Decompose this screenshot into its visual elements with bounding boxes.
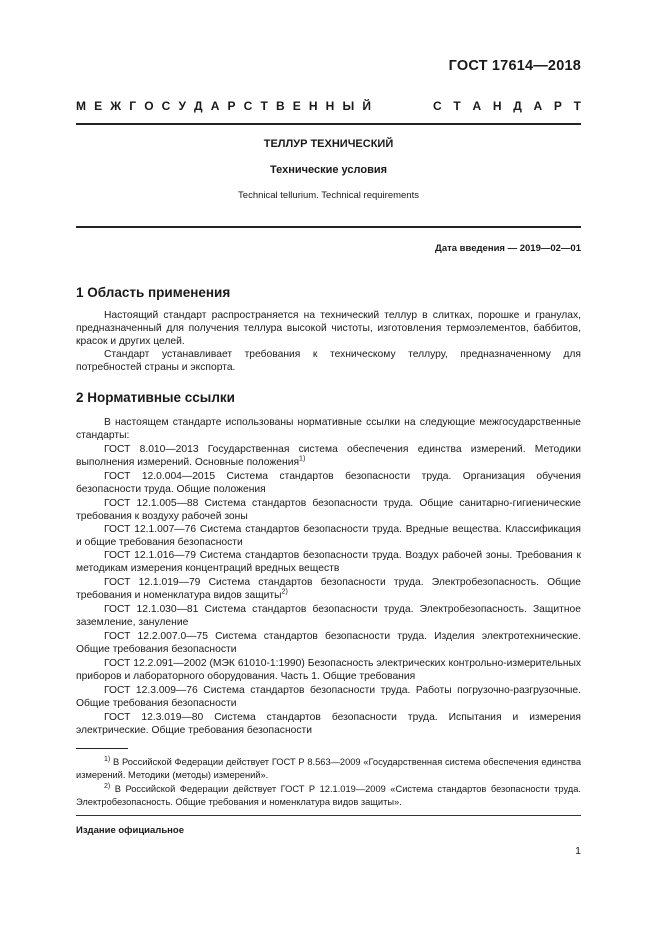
banner-letter: В xyxy=(275,99,285,113)
gost-code: ГОСТ 17614—2018 xyxy=(448,58,581,74)
reference-text: ГОСТ 12.1.016—79 Система стандартов безопасности труда. Воздух рабочей зоны. Требования к методикам измерения концентраций вредных веществ xyxy=(76,550,581,574)
reference-item xyxy=(76,443,581,469)
footnote-marker: 2) xyxy=(281,588,288,596)
reference-text: ГОСТ 12.3.019—80 Система стандартов безопасности труда. Испытания и измерения электрические. Общие требования безопасности xyxy=(76,712,581,736)
banner-letter: У xyxy=(178,99,186,113)
paragraph-text: Настоящий стандарт распространяется на технический теллур в слитках, порошке и гранулах, предназначенный для получения теллура высокой чистоты, изготовления термоэлементов, баббитов, красок и других целей. xyxy=(76,310,581,347)
section-1-heading: 1 Область применения xyxy=(76,285,231,300)
banner-letter: Н xyxy=(325,99,335,113)
reference-text: ГОСТ 12.1.007—76 Система стандартов безопасности труда. Вредные вещества. Классификация и общие требования безопасности xyxy=(76,524,581,548)
reference-item xyxy=(76,657,581,683)
section-2-heading: 2 Нормативные ссылки xyxy=(76,390,235,405)
banner-letter: Т xyxy=(453,99,461,113)
banner-letter: Д xyxy=(194,99,203,113)
banner-letter: С xyxy=(433,99,442,113)
reference-text: ГОСТ 12.1.005—88 Система стандартов безопасности труда. Общие санитарно-гигиенические требования к воздуху рабочей зоны xyxy=(76,498,581,522)
banner-letter: Т xyxy=(260,99,268,113)
banner-letter: С xyxy=(161,99,171,113)
banner-letter: С xyxy=(243,99,253,113)
reference-text: ГОСТ 12.2.007.0—75 Система стандартов безопасности труда. Изделия электротехнические. Общие требования безопасности xyxy=(76,631,581,655)
reference-text: ГОСТ 12.0.004—2015 Система стандартов безопасности труда. Организация обучения безопасности труда. Общие положения xyxy=(76,471,581,495)
reference-text: ГОСТ 12.1.030—81 Система стандартов безопасности труда. Электробезопасность. Защитное заземление, зануление xyxy=(76,604,581,628)
reference-item xyxy=(76,711,581,737)
footer-divider xyxy=(76,815,581,816)
banner-letter: А xyxy=(533,99,543,113)
section-2-intro xyxy=(76,416,581,442)
reference-text: ГОСТ 12.1.019—79 Система стандартов безопасности труда. Электробезопасность. Общие требования и номенклатура видов защиты xyxy=(76,577,581,601)
banner-letter: Н xyxy=(308,99,318,113)
footnote-item xyxy=(76,756,581,781)
document-title: ТЕЛЛУР ТЕХНИЧЕСКИЙ xyxy=(263,138,394,150)
reference-item xyxy=(76,630,581,656)
interstate-standard-banner xyxy=(76,99,581,113)
banner-letter: Д xyxy=(513,99,522,113)
section-1-paragraph xyxy=(76,348,581,374)
reference-item xyxy=(76,497,581,523)
reference-item xyxy=(76,603,581,629)
footnote-mark: 2) xyxy=(104,782,111,790)
footnote-mark: 1) xyxy=(104,755,111,763)
section-1-paragraph xyxy=(76,309,581,348)
footnote-text: В Российской Федерации действует ГОСТ Р 8.563—2009 «Государственная система обеспечения единства измерений. Методики (методы) измерений». xyxy=(76,757,581,780)
title-divider xyxy=(76,226,581,228)
reference-text: ГОСТ 12.2.091—2002 (МЭК 61010-1:1990) Безопасность электрических контрольно-измерительных приборов и лабораторного оборудования. Часть 1. Общие требования xyxy=(76,658,581,682)
reference-item xyxy=(76,549,581,575)
banner-letter: Т xyxy=(573,99,581,113)
banner-letter: А xyxy=(472,99,482,113)
official-edition-label: Издание официальное xyxy=(76,825,184,836)
banner-letter: О xyxy=(144,99,154,113)
banner-letter: М xyxy=(76,99,86,113)
banner-letter: Е xyxy=(292,99,301,113)
banner-letter: Р xyxy=(227,99,236,113)
banner-word-2 xyxy=(433,99,581,113)
reference-item xyxy=(76,523,581,549)
banner-letter: Ы xyxy=(342,99,355,113)
reference-item xyxy=(76,576,581,602)
footnote-divider xyxy=(76,748,128,749)
reference-item xyxy=(76,470,581,496)
footnote-marker: 1) xyxy=(299,455,306,463)
banner-letter: Н xyxy=(492,99,502,113)
reference-text: ГОСТ 8.010—2013 Государственная система обеспечения единства измерений. Методики выполнения измерений. Основные положения xyxy=(76,444,581,468)
paragraph-text: В настоящем стандарте использованы нормативные ссылки на следующие межгосударственные стандарты: xyxy=(76,417,581,441)
footnote-item xyxy=(76,783,581,808)
banner-letter: А xyxy=(210,99,220,113)
reference-item xyxy=(76,684,581,710)
banner-letter: Ж xyxy=(110,99,122,113)
banner-word-1 xyxy=(76,99,371,113)
page-number: 1 xyxy=(575,845,581,857)
banner-letter: Е xyxy=(94,99,103,113)
introduction-date: Дата введения — 2019—02—01 xyxy=(435,243,581,254)
paragraph-text: Стандарт устанавливает требования к техническому теллуру, предназначенному для потребностей страны и экспорта. xyxy=(76,349,581,373)
header-divider xyxy=(76,123,581,125)
document-title-english: Technical tellurium. Technical requirements xyxy=(238,190,419,201)
footnote-text: В Российской Федерации действует ГОСТ Р 12.1.019—2009 «Система стандартов безопасности труда. Электробезопасность. Общие требования и номенклатура видов защиты». xyxy=(76,784,581,807)
reference-text: ГОСТ 12.3.009—76 Система стандартов безопасности труда. Работы погрузочно-разгрузочные. Общие требования безопасности xyxy=(76,685,581,709)
banner-letter: Р xyxy=(553,99,562,113)
banner-letter: Й xyxy=(362,99,371,113)
document-subtitle: Технические условия xyxy=(269,164,388,176)
banner-letter: Г xyxy=(129,99,137,113)
